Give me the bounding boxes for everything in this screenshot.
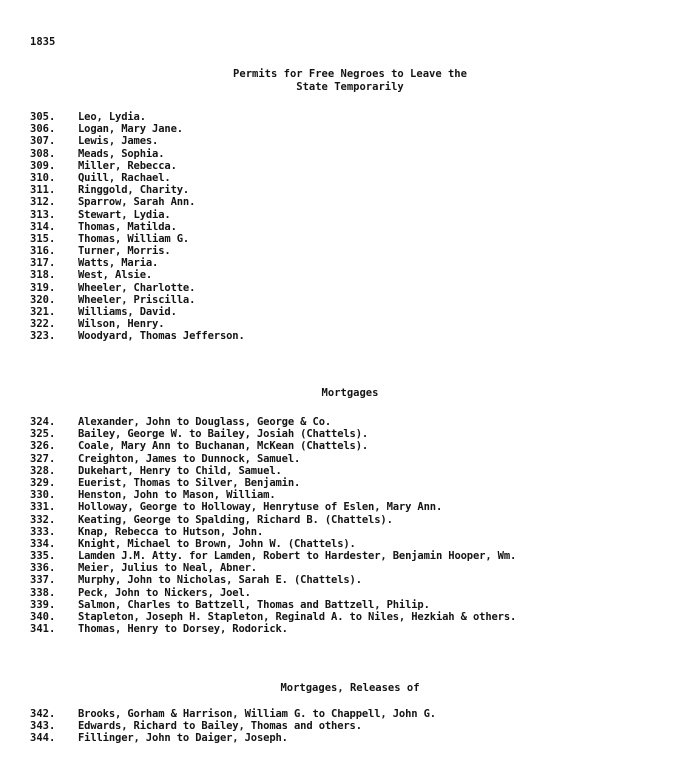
list-item [30,562,695,574]
entry-text: Bailey, George W. to Bailey, Josiah (Chattels). [78,428,369,441]
entry-number: 324. [30,416,56,428]
entry-text: Wheeler, Priscilla. [78,293,196,306]
entry-text: Thomas, William G. [78,232,190,245]
entry-number: 306. [30,123,56,136]
entry-number: 332. [30,513,56,526]
list-item [30,269,695,281]
entry-number: 316. [30,245,56,258]
entry-number: 325. [30,428,56,441]
list-item [30,233,695,245]
entry-number: 321. [30,306,56,318]
entry-number: 342. [30,708,56,720]
entry-text: Meads, Sophia. [78,147,165,160]
section-heading-line: Permits for Free Negroes to Leave the [233,68,467,80]
list-item [30,148,695,160]
entry-text: Logan, Mary Jane. [78,123,183,136]
entry-number: 340. [30,611,56,623]
entry-text: Turner, Morris. [78,245,171,258]
list-item [30,318,695,330]
entry-text: Peck, John to Nickers, Joel. [78,586,251,599]
section-heading-line: State Temporarily [296,81,404,93]
entry-number: 343. [30,720,56,733]
list-item [30,732,695,744]
section-heading-releases: Mortgages, Releases of [280,682,420,694]
entry-number: 344. [30,732,56,745]
entry-number: 337. [30,574,56,587]
entry-text: Stewart, Lydia. [78,208,171,221]
entry-number: 308. [30,147,56,160]
entry-number: 327. [30,452,56,465]
list-item [30,587,695,599]
entry-text: Quill, Rachael. [78,171,171,184]
list-item [30,574,695,586]
entry-text: Edwards, Richard to Bailey, Thomas and others. [78,720,362,733]
list-item [30,160,695,172]
list-item [30,526,695,538]
entry-text: Holloway, George to Holloway, Henrytuse of Eslen, Mary Ann. [78,501,443,514]
entry-text: Wilson, Henry. [78,318,165,331]
entry-text: West, Alsie. [78,269,153,282]
list-item [30,172,695,184]
list-item [30,599,695,611]
list-item [30,428,695,440]
entry-text: Henston, John to Mason, William. [78,489,276,502]
list-item [30,477,695,489]
entry-text: Murphy, John to Nicholas, Sarah E. (Chattels). [78,574,362,587]
entry-text: Euerist, Thomas to Silver, Benjamin. [78,476,301,489]
page-year: 1835 [30,36,56,48]
entry-text: Knight, Michael to Brown, John W. (Chattels). [78,537,356,550]
entry-text: Coale, Mary Ann to Buchanan, McKean (Chattels). [78,440,369,453]
entry-number: 312. [30,196,56,209]
entry-number: 320. [30,293,56,306]
list-item [30,221,695,233]
list-item [30,282,695,294]
entry-number: 311. [30,184,56,197]
entry-number: 313. [30,208,56,221]
entry-number: 319. [30,281,56,294]
mortgages-list [30,416,695,635]
entry-number: 338. [30,586,56,599]
entry-number: 329. [30,476,56,489]
list-item [30,550,695,562]
list-item [30,306,695,318]
list-item [30,453,695,465]
section-heading-mortgages: Mortgages [321,387,379,399]
list-item [30,123,695,135]
list-item [30,538,695,550]
entry-number: 318. [30,269,56,282]
entry-number: 323. [30,330,56,343]
entry-number: 330. [30,489,56,502]
list-item [30,330,695,342]
entry-text: Lamden J.M. Atty. for Lamden, Robert to Hardester, Benjamin Hooper, Wm. [78,550,517,563]
entry-number: 315. [30,232,56,245]
list-item [30,514,695,526]
entry-number: 309. [30,159,56,172]
entry-number: 317. [30,257,56,270]
entry-number: 307. [30,135,56,148]
entry-text: Thomas, Henry to Dorsey, Rodorick. [78,623,288,636]
releases-list [30,708,695,745]
entry-number: 310. [30,171,56,184]
entry-text: Lewis, James. [78,135,159,148]
entry-text: Thomas, Matilda. [78,220,177,233]
entry-number: 335. [30,550,56,563]
entry-text: Watts, Maria. [78,257,159,270]
entry-text: Dukehart, Henry to Child, Samuel. [78,464,282,477]
entry-text: Williams, David. [78,306,177,318]
list-item [30,196,695,208]
permits-list [30,111,695,343]
list-item [30,135,695,147]
entry-number: 333. [30,525,56,538]
list-item [30,209,695,221]
entry-text: Knap, Rebecca to Hutson, John. [78,525,264,538]
entry-number: 326. [30,440,56,453]
list-item [30,501,695,513]
list-item [30,440,695,452]
entry-text: Wheeler, Charlotte. [78,281,196,294]
entry-text: Leo, Lydia. [78,111,146,123]
list-item [30,489,695,501]
entry-text: Fillinger, John to Daiger, Joseph. [78,732,288,745]
entry-text: Sparrow, Sarah Ann. [78,196,196,209]
list-item [30,416,695,428]
entry-number: 334. [30,537,56,550]
list-item [30,294,695,306]
entry-text: Creighton, James to Dunnock, Samuel. [78,452,301,465]
list-item [30,465,695,477]
list-item [30,623,695,635]
entry-number: 328. [30,464,56,477]
entry-text: Woodyard, Thomas Jefferson. [78,330,245,343]
entry-text: Brooks, Gorham & Harrison, William G. to Chappell, John G. [78,708,436,720]
entry-text: Meier, Julius to Neal, Abner. [78,562,257,575]
entry-text: Keating, George to Spalding, Richard B. (Chattels). [78,513,393,526]
entry-text: Stapleton, Joseph H. Stapleton, Reginald A. to Niles, Hezkiah & others. [78,611,517,623]
entry-number: 339. [30,598,56,611]
list-item [30,611,695,623]
list-item [30,184,695,196]
list-item [30,720,695,732]
section-heading-permits [0,68,700,94]
entry-number: 305. [30,111,56,123]
entry-number: 331. [30,501,56,514]
entry-number: 336. [30,562,56,575]
list-item [30,257,695,269]
list-item [30,245,695,257]
entry-text: Salmon, Charles to Battzell, Thomas and Battzell, Philip. [78,598,430,611]
list-item [30,708,695,720]
entry-text: Miller, Rebecca. [78,159,177,172]
entry-number: 322. [30,318,56,331]
entry-number: 314. [30,220,56,233]
list-item [30,111,695,123]
entry-text: Ringgold, Charity. [78,184,190,197]
entry-text: Alexander, John to Douglass, George & Co. [78,416,332,428]
entry-number: 341. [30,623,56,636]
